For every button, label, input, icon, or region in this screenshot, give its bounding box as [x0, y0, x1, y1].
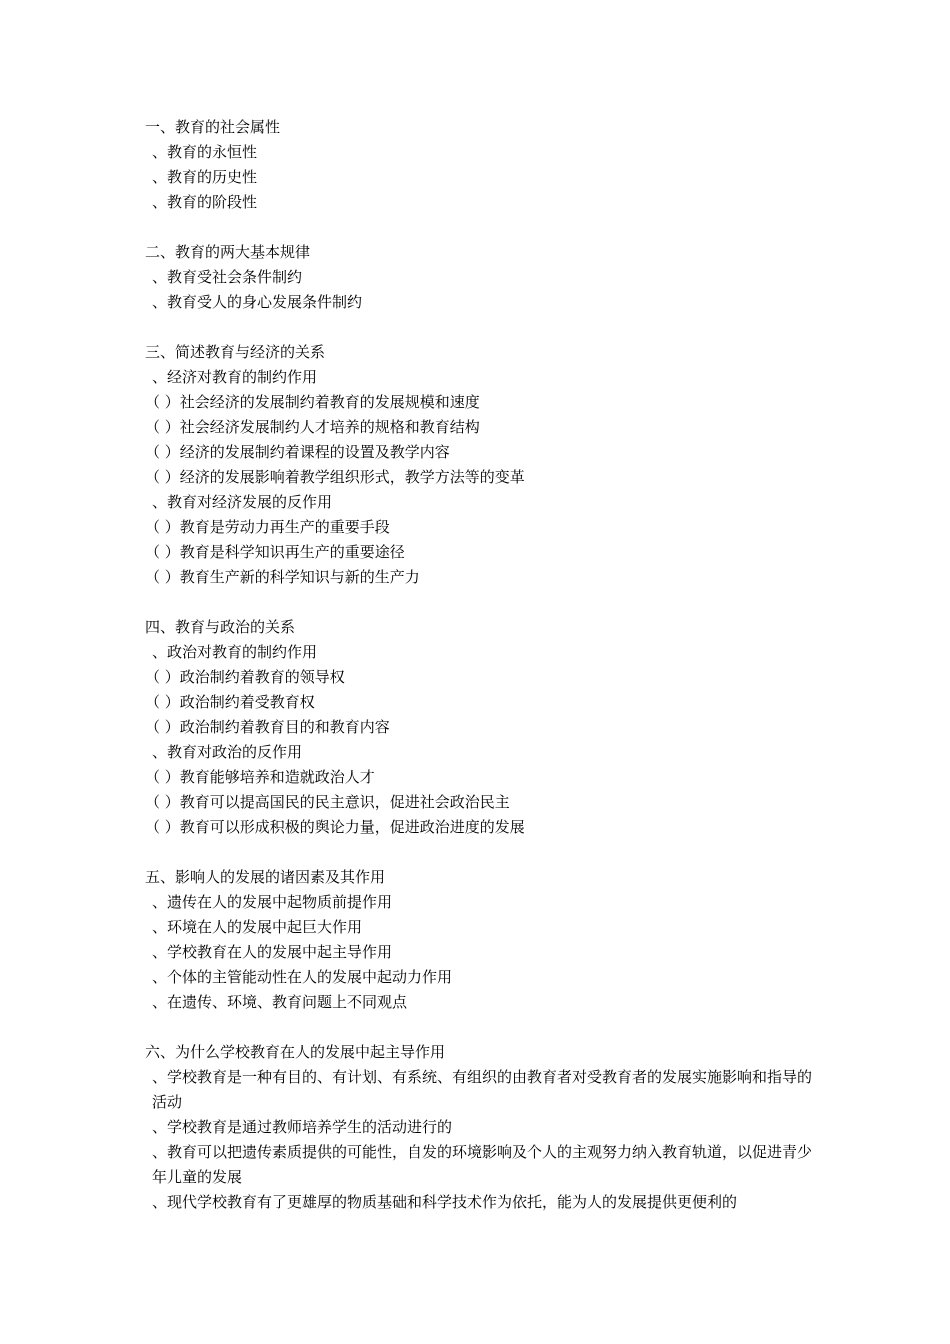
list-item-line: 、教育的阶段性 — [152, 193, 258, 211]
outline-section — [145, 1040, 815, 1215]
list-item-line: 、在遗传、环境、教育问题上不同观点 — [152, 993, 408, 1011]
sub-point-line: （ ）社会经济发展制约人才培养的规格和教育结构 — [145, 418, 480, 436]
list-item-line: 、环境在人的发展中起巨大作用 — [152, 918, 363, 936]
sub-point-line: （ ）教育是科学知识再生产的重要途径 — [145, 543, 405, 561]
sub-point-line: （ ）经济的发展影响着教学组织形式，教学方法等的变革 — [145, 468, 525, 486]
list-item-line: 、个体的主管能动性在人的发展中起动力作用 — [152, 968, 453, 986]
list-item-line: 、学校教育是通过教师培养学生的活动进行的 — [152, 1118, 453, 1136]
list-item-line: 、教育对政治的反作用 — [152, 743, 303, 761]
list-item-line: 、经济对教育的制约作用 — [152, 368, 318, 386]
outline-section — [145, 240, 815, 315]
sub-point-line: （ ）政治制约着教育的领导权 — [145, 668, 345, 686]
list-item-line: 、学校教育是一种有目的、有计划、有系统、有组织的由教育者对受教育者的发展实施影响和指导的活动 — [152, 1068, 813, 1111]
sub-point-line: （ ）政治制约着受教育权 — [145, 693, 315, 711]
list-item-line: 、遗传在人的发展中起物质前提作用 — [152, 893, 393, 911]
list-item-line: 、教育受人的身心发展条件制约 — [152, 293, 363, 311]
list-item-line: 、教育可以把遗传素质提供的可能性，自发的环境影响及个人的主观努力纳入教育轨道，以促进青少年儿童的发展 — [152, 1143, 813, 1186]
sub-point-line: （ ）经济的发展制约着课程的设置及教学内容 — [145, 443, 450, 461]
section-heading: 六、为什么学校教育在人的发展中起主导作用 — [145, 1043, 446, 1061]
outline-section — [145, 340, 815, 590]
section-heading: 二、教育的两大基本规律 — [145, 243, 311, 261]
section-heading: 五、影响人的发展的诸因素及其作用 — [145, 868, 386, 886]
sub-point-line: （ ）教育能够培养和造就政治人才 — [145, 768, 375, 786]
list-item-line: 、教育受社会条件制约 — [152, 268, 303, 286]
outline-section — [145, 615, 815, 840]
sub-point-line: （ ）教育可以提高国民的民主意识，促进社会政治民主 — [145, 793, 510, 811]
list-item-line: 、教育对经济发展的反作用 — [152, 493, 333, 511]
document-content — [145, 115, 815, 1240]
outline-section — [145, 865, 815, 1015]
list-item-line: 、现代学校教育有了更雄厚的物质基础和科学技术作为依托，能为人的发展提供更便利的 — [152, 1193, 738, 1211]
list-item-line: 、教育的历史性 — [152, 168, 258, 186]
section-heading: 一、教育的社会属性 — [145, 118, 281, 136]
sub-point-line: （ ）教育可以形成积极的舆论力量，促进政治进度的发展 — [145, 818, 525, 836]
list-item-line: 、教育的永恒性 — [152, 143, 258, 161]
sub-point-line: （ ）社会经济的发展制约着教育的发展规模和速度 — [145, 393, 480, 411]
sub-point-line: （ ）教育是劳动力再生产的重要手段 — [145, 518, 390, 536]
list-item-line: 、学校教育在人的发展中起主导作用 — [152, 943, 393, 961]
section-heading: 三、简述教育与经济的关系 — [145, 343, 326, 361]
outline-section — [145, 115, 815, 215]
sub-point-line: （ ）教育生产新的科学知识与新的生产力 — [145, 568, 420, 586]
sub-point-line: （ ）政治制约着教育目的和教育内容 — [145, 718, 390, 736]
section-heading: 四、教育与政治的关系 — [145, 618, 296, 636]
list-item-line: 、政治对教育的制约作用 — [152, 643, 318, 661]
